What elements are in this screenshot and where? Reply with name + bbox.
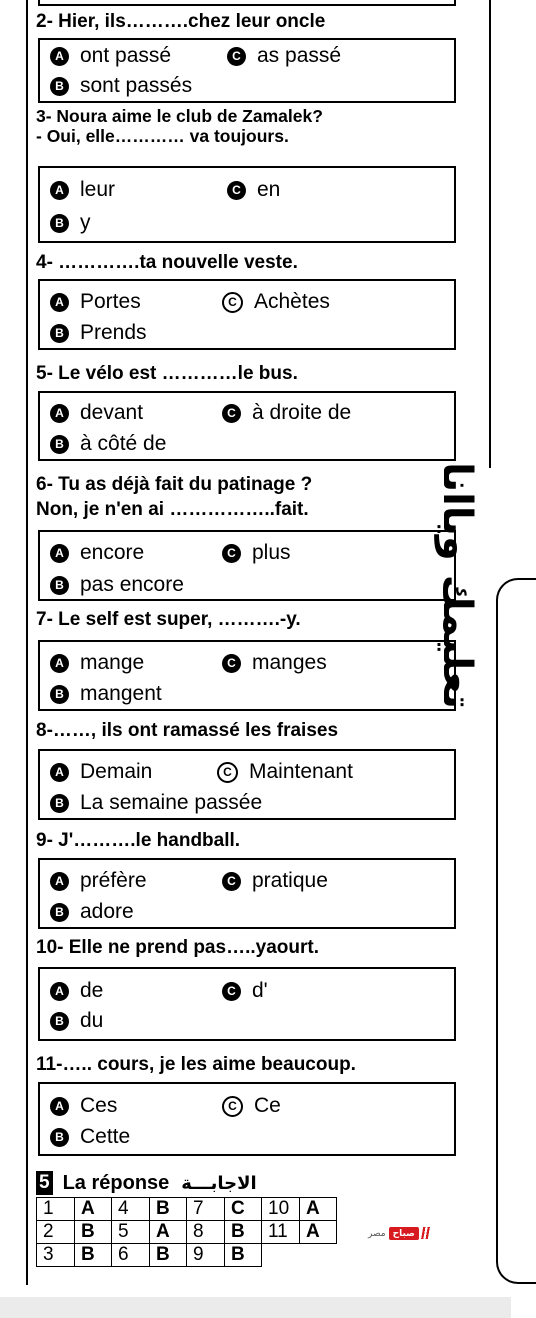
circled-b-icon: B xyxy=(50,214,69,233)
circled-c-icon: C xyxy=(222,872,241,891)
option-c[interactable] xyxy=(222,869,328,893)
option-b[interactable] xyxy=(50,211,91,235)
answer-title: La réponse xyxy=(62,1171,170,1194)
question-6-text: 6- Tu as déjà fait du patinage ? xyxy=(36,474,313,495)
question-6-text-line2: Non, je n'en ai ……………..fait. xyxy=(36,499,309,520)
question-10-text: 10- Elle ne prend pas…..yaourt. xyxy=(36,937,319,958)
logo-arabic-text: مصر xyxy=(368,1227,386,1238)
answer-cell: A xyxy=(300,1221,337,1244)
table-row xyxy=(37,1244,337,1267)
previous-box-edge xyxy=(38,0,456,6)
option-text: Portes xyxy=(80,290,141,313)
circled-b-icon: B xyxy=(50,685,69,704)
circled-c-icon: C xyxy=(222,654,241,673)
option-a[interactable] xyxy=(50,541,144,565)
circled-c-icon: C xyxy=(222,1096,243,1117)
right-column-rule xyxy=(489,0,491,468)
logo-bars-icon xyxy=(421,1227,430,1239)
circled-c-icon: C xyxy=(222,544,241,563)
question-5-options xyxy=(38,391,456,461)
site-logo xyxy=(368,1226,430,1240)
logo-red-label: صباح xyxy=(389,1227,419,1240)
answer-section-header xyxy=(36,1170,257,1196)
watermark-text: تعليمك وياانا xyxy=(434,462,480,709)
circled-b-icon: B xyxy=(50,794,69,813)
circled-b-icon: B xyxy=(50,1012,69,1031)
option-a[interactable] xyxy=(50,290,141,314)
option-text: manges xyxy=(252,651,327,674)
option-text: à côté de xyxy=(80,432,167,455)
option-text: en xyxy=(257,178,281,201)
circled-a-icon: A xyxy=(50,404,69,423)
option-text: Ce xyxy=(254,1094,281,1117)
question-number-cell: 10 xyxy=(262,1198,300,1221)
question-3-text-line2: - Oui, elle………… va toujours. xyxy=(36,126,289,146)
empty-cell xyxy=(262,1244,337,1267)
circled-a-icon: A xyxy=(50,544,69,563)
answer-cell: A xyxy=(300,1198,337,1221)
circled-c-icon: C xyxy=(227,181,246,200)
option-text: devant xyxy=(80,401,144,424)
option-text: ont passé xyxy=(80,44,172,67)
answer-cell: C xyxy=(225,1198,262,1221)
option-c[interactable] xyxy=(227,178,280,202)
question-number-cell: 8 xyxy=(187,1221,225,1244)
question-number-cell: 6 xyxy=(112,1244,150,1267)
answer-cell: A xyxy=(150,1221,187,1244)
question-6-options xyxy=(38,530,456,601)
answer-title-arabic: الاجابـــة xyxy=(181,1172,257,1193)
bottom-band xyxy=(0,1297,511,1318)
option-text: Ces xyxy=(80,1094,118,1117)
option-a[interactable] xyxy=(50,178,115,202)
option-text: La semaine passée xyxy=(80,791,263,814)
option-c[interactable] xyxy=(217,760,353,784)
option-text: pratique xyxy=(252,869,328,892)
circled-b-icon: B xyxy=(50,903,69,922)
circled-b-icon: B xyxy=(50,77,69,96)
option-text: à droite de xyxy=(252,401,352,424)
option-b[interactable] xyxy=(50,682,162,706)
option-a[interactable] xyxy=(50,1094,117,1118)
circled-c-icon: C xyxy=(222,982,241,1001)
option-text: adore xyxy=(80,900,134,923)
answer-cell: B xyxy=(75,1221,112,1244)
answer-cell: B xyxy=(225,1244,262,1267)
watermark-logo xyxy=(404,462,480,935)
option-text: mange xyxy=(80,651,145,674)
option-a[interactable] xyxy=(50,651,144,675)
circled-a-icon: A xyxy=(50,293,69,312)
question-2-text: 2- Hier, ils……….chez leur oncle xyxy=(36,11,326,32)
question-5-text: 5- Le vélo est …………le bus. xyxy=(36,363,298,384)
circled-a-icon: A xyxy=(50,982,69,1001)
option-text: préfère xyxy=(80,869,147,892)
circled-c-icon: C xyxy=(222,404,241,423)
option-text: plus xyxy=(252,541,291,564)
question-7-options xyxy=(38,640,456,711)
answer-cell: A xyxy=(75,1198,112,1221)
answer-cell: B xyxy=(225,1221,262,1244)
option-c[interactable] xyxy=(227,44,341,68)
circled-c-icon: C xyxy=(217,762,238,783)
option-c[interactable] xyxy=(222,651,327,675)
answer-cell: B xyxy=(75,1244,112,1267)
question-2-options xyxy=(38,38,456,103)
answer-cell: B xyxy=(150,1198,187,1221)
question-9-options xyxy=(38,858,456,929)
question-3-options xyxy=(38,166,456,243)
circled-c-icon: C xyxy=(227,47,246,66)
option-text: Demain xyxy=(80,760,153,783)
option-c[interactable] xyxy=(222,401,351,425)
question-8-text: 8-……, ils ont ramassé les fraises xyxy=(36,720,339,741)
option-text: de xyxy=(80,979,104,1002)
question-11-options xyxy=(38,1082,456,1156)
option-c[interactable] xyxy=(222,541,291,565)
option-text: Maintenant xyxy=(249,760,353,783)
option-text: y xyxy=(80,211,91,234)
option-c[interactable] xyxy=(222,1094,281,1118)
circled-b-icon: B xyxy=(50,576,69,595)
question-7-text: 7- Le self est super, ……….-y. xyxy=(36,609,301,630)
question-11-text: 11-….. cours, je les aime beaucoup. xyxy=(36,1054,356,1075)
option-b[interactable] xyxy=(50,432,166,456)
option-b[interactable] xyxy=(50,900,134,924)
question-10-options xyxy=(38,967,456,1041)
question-8-options xyxy=(38,749,456,820)
left-margin-rule xyxy=(26,0,28,1285)
circled-b-icon: B xyxy=(50,324,69,343)
option-b[interactable] xyxy=(50,791,262,815)
question-9-text: 9- J'……….le handball. xyxy=(36,830,241,851)
option-a[interactable] xyxy=(50,44,171,68)
answer-table xyxy=(36,1197,337,1267)
option-text: Cette xyxy=(80,1125,131,1148)
question-number-cell: 3 xyxy=(37,1244,75,1267)
circled-c-icon: C xyxy=(222,292,243,313)
option-c[interactable] xyxy=(222,290,330,314)
question-3-text: 3- Noura aime le club de Zamalek? xyxy=(36,106,323,126)
option-b[interactable] xyxy=(50,321,147,345)
circled-b-icon: B xyxy=(50,1128,69,1147)
question-number-cell: 2 xyxy=(37,1221,75,1244)
question-number-cell: 1 xyxy=(37,1198,75,1221)
table-row xyxy=(37,1221,337,1244)
option-b[interactable] xyxy=(50,1009,103,1033)
option-text: as passé xyxy=(257,44,342,67)
question-4-options xyxy=(38,279,456,350)
option-a[interactable] xyxy=(50,760,152,784)
circled-a-icon: A xyxy=(50,47,69,66)
right-side-bracket xyxy=(496,578,536,1284)
option-text: pas encore xyxy=(80,573,184,596)
option-a[interactable] xyxy=(50,869,147,893)
option-text: d' xyxy=(252,979,268,1002)
circled-a-icon: A xyxy=(50,872,69,891)
option-text: sont passés xyxy=(80,74,193,97)
option-b[interactable] xyxy=(50,573,184,597)
circled-a-icon: A xyxy=(50,763,69,782)
option-b[interactable] xyxy=(50,1125,130,1149)
question-4-text: 4- ………….ta nouvelle veste. xyxy=(36,252,298,273)
circled-a-icon: A xyxy=(50,1097,69,1116)
option-text: Achètes xyxy=(254,290,330,313)
option-text: mangent xyxy=(80,682,162,705)
circled-a-icon: A xyxy=(50,181,69,200)
table-row xyxy=(37,1198,337,1221)
section-number-badge: 5 xyxy=(36,1171,53,1195)
circled-b-icon: B xyxy=(50,435,69,454)
question-number-cell: 7 xyxy=(187,1198,225,1221)
option-text: encore xyxy=(80,541,145,564)
option-text: leur xyxy=(80,178,116,201)
circled-a-icon: A xyxy=(50,654,69,673)
option-text: Prends xyxy=(80,321,147,344)
question-number-cell: 5 xyxy=(112,1221,150,1244)
option-text: du xyxy=(80,1009,104,1032)
answer-cell: B xyxy=(150,1244,187,1267)
option-b[interactable] xyxy=(50,74,192,98)
question-number-cell: 4 xyxy=(112,1198,150,1221)
option-a[interactable] xyxy=(50,979,103,1003)
option-c[interactable] xyxy=(222,979,268,1003)
option-a[interactable] xyxy=(50,401,143,425)
question-number-cell: 11 xyxy=(262,1221,300,1244)
question-number-cell: 9 xyxy=(187,1244,225,1267)
